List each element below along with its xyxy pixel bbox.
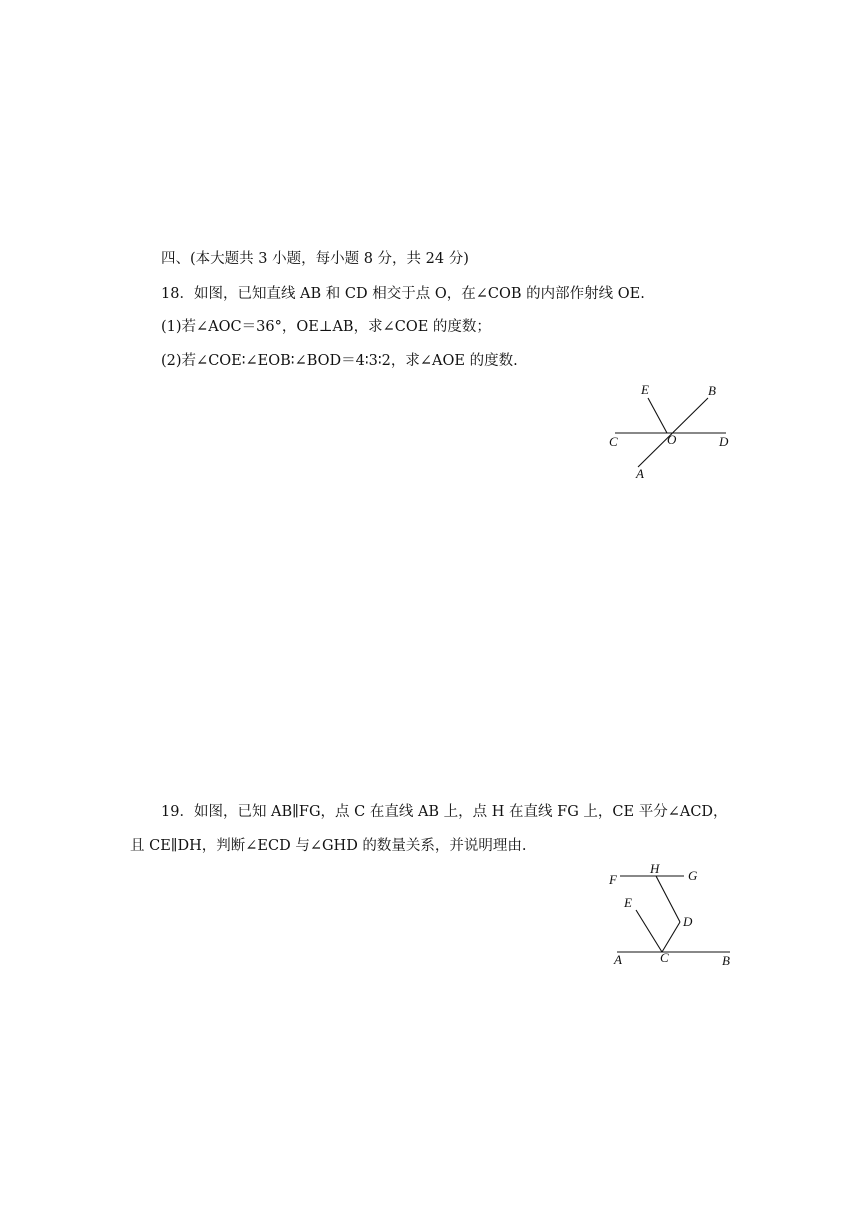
label-c: C <box>609 434 618 449</box>
q18-stem: 18．如图，已知直线 AB 和 CD 相交于点 O，在∠COB 的内部作射线 OE. <box>161 286 645 302</box>
segment-dh <box>656 876 680 922</box>
segment-cd <box>662 922 680 952</box>
q18-part2: (2)若∠COE∶∠EOB∶∠BOD＝4∶3∶2，求∠AOE 的度数. <box>161 353 518 369</box>
label-d: D <box>683 914 693 929</box>
label-o: O <box>667 432 677 447</box>
q19-stem-line1: 19．如图，已知 AB∥FG，点 C 在直线 AB 上，点 H 在直线 FG 上，CE 平分∠ACD， <box>161 804 728 820</box>
q19-stem-line2: 且 CE∥DH，判断∠ECD 与∠GHD 的数量关系，并说明理由. <box>130 838 527 854</box>
segment-ce <box>636 910 662 952</box>
label-e: E <box>624 895 632 910</box>
label-b: B <box>708 383 716 398</box>
label-c: C <box>660 950 669 965</box>
label-h: H <box>650 861 660 876</box>
section-heading: 四、(本大题共 3 小题，每小题 8 分，共 24 分) <box>161 251 469 267</box>
label-f: F <box>609 872 617 887</box>
label-a: A <box>614 952 622 967</box>
label-e: E <box>641 382 649 397</box>
label-g: G <box>688 868 698 883</box>
q18-part1: (1)若∠AOC＝36°，OE⊥AB，求∠COE 的度数； <box>161 319 491 335</box>
label-d: D <box>719 434 729 449</box>
label-a: A <box>636 466 644 481</box>
label-b: B <box>722 953 730 968</box>
